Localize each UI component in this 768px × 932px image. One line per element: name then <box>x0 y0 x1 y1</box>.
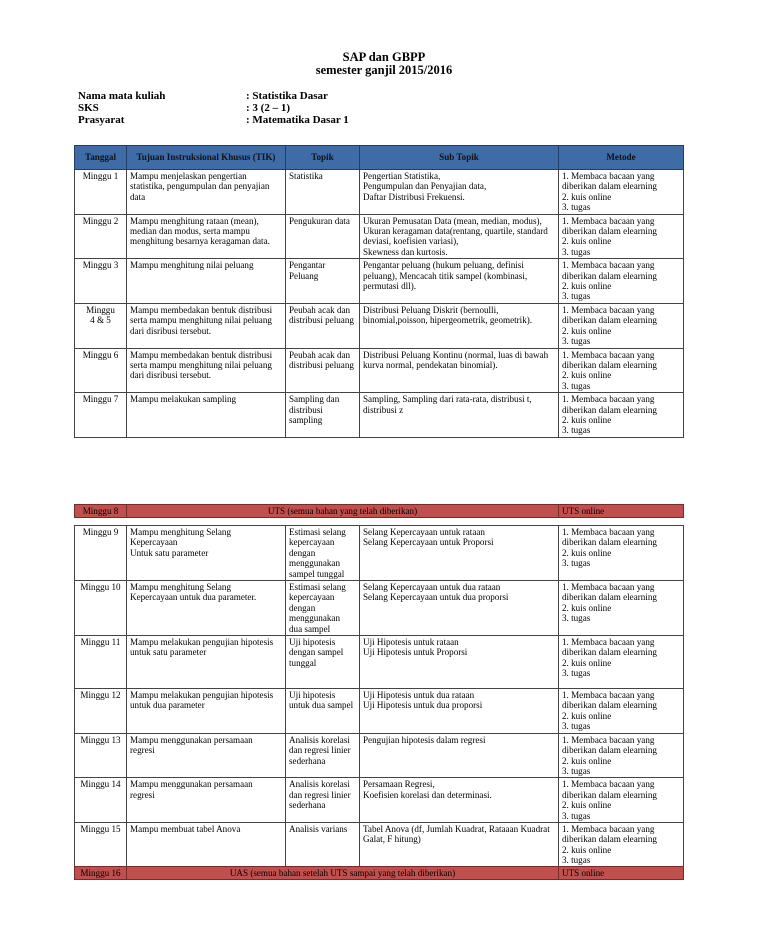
cell-line: dengan sampel <box>289 647 344 658</box>
cell-line: 3. tugas <box>562 246 591 257</box>
cell-line: Selang Kepercayaan untuk dua proporsi <box>363 592 509 603</box>
cell-line: 2. kuis online <box>562 844 612 855</box>
cell-line: 1. Membaca bacaan yang <box>562 690 655 701</box>
cell-line: 1. Membaca bacaan yang <box>562 260 655 271</box>
cell-line: 2. kuis online <box>562 370 612 381</box>
cell-tanggal <box>75 259 127 304</box>
cell-line: 3. tugas <box>562 202 591 213</box>
cell-line: permutasi dll). <box>363 281 417 292</box>
cell-line: 3. tugas <box>562 721 591 732</box>
cell-line: 2. kuis online <box>562 414 612 425</box>
cell-line: diberikan dalam elearning <box>562 270 657 281</box>
cell-line: diberikan dalam elearning <box>562 592 657 603</box>
cell-line: 1. Membaca bacaan yang <box>562 779 655 790</box>
cell-line: Mampu menggunakan persamaan <box>130 734 253 745</box>
cell-topik <box>286 259 360 304</box>
table-row <box>75 170 684 215</box>
cell-line: distribusi peluang <box>289 315 354 326</box>
cell-topik <box>286 733 360 778</box>
cell-metode <box>559 393 684 438</box>
cell-topik <box>286 689 360 734</box>
cell-line: dua sampel <box>289 623 331 634</box>
cell-topik <box>286 214 360 259</box>
uts-week: Minggu 8 <box>75 505 127 518</box>
cell-line: diberikan dalam elearning <box>562 315 657 326</box>
cell-line: 3. tugas <box>562 336 591 347</box>
cell-tanggal <box>75 733 127 778</box>
cell-subtopik <box>360 214 559 259</box>
cell-line: dan regresi linier <box>289 789 351 800</box>
cell-line: diberikan dalam elearning <box>562 834 657 845</box>
cell-subtopik <box>360 778 559 823</box>
cell-line: diberikan dalam elearning <box>562 226 657 237</box>
course-info <box>78 90 349 126</box>
cell-line: Uji hipotesis <box>289 637 336 648</box>
cell-line: Analisis varians <box>289 823 348 834</box>
table-row <box>75 822 684 867</box>
schedule-table-part1 <box>74 145 684 438</box>
cell-line: regresi <box>130 789 155 800</box>
cell-line: dari disribusi tersebut. <box>130 325 212 336</box>
uts-row <box>75 505 684 518</box>
cell-line: Minggu 14 <box>80 779 121 790</box>
cell-line: Minggu 2 <box>82 215 119 226</box>
cell-metode <box>559 778 684 823</box>
header-topik: Topik <box>286 146 360 170</box>
cell-line: sampling <box>289 414 323 425</box>
page-title: SAP dan GBPP <box>342 50 426 64</box>
cell-metode <box>559 581 684 636</box>
cell-line: dengan <box>289 602 316 613</box>
cell-line: distribusi peluang <box>289 359 354 370</box>
header-subtopik: Sub Topik <box>360 146 559 170</box>
cell-line: Uji Hipotesis untuk dua proporsi <box>363 700 483 711</box>
table-row <box>75 303 684 348</box>
cell-line: 1. Membaca bacaan yang <box>562 823 655 834</box>
cell-metode <box>559 526 684 581</box>
cell-tik <box>127 733 286 778</box>
cell-subtopik <box>360 733 559 778</box>
cell-line: Sampling dan <box>289 394 340 405</box>
cell-line: serta mampu menghitung nilai peluang <box>130 359 272 370</box>
cell-tanggal <box>75 689 127 734</box>
cell-line: 2. kuis online <box>562 191 612 202</box>
cell-topik <box>286 822 360 867</box>
cell-line: 3. tugas <box>562 425 591 436</box>
cell-tik <box>127 259 286 304</box>
cell-line: 3. tugas <box>562 558 591 569</box>
cell-line: Daftar Distribusi Frekuensi. <box>363 191 465 202</box>
course-info-row <box>78 90 349 102</box>
cell-line: Peubah acak dan <box>289 304 351 315</box>
cell-tik <box>127 214 286 259</box>
uts-description: UTS (semua bahan yang telah diberikan) <box>127 505 559 518</box>
cell-line: deviasi, koefisien variasi), <box>363 236 459 247</box>
cell-line: regresi <box>130 745 155 756</box>
cell-subtopik <box>360 822 559 867</box>
cell-line: Koefisien korelasi dan determinasi. <box>363 789 492 800</box>
cell-line: Mampu melakukan pengujian hipotesis <box>130 637 274 648</box>
cell-line: Ukuran Pemusatan Data (mean, median, modus), <box>363 215 542 226</box>
cell-subtopik <box>360 259 559 304</box>
uas-method: UTS online <box>559 867 684 880</box>
table-row <box>75 526 684 581</box>
cell-tik <box>127 689 286 734</box>
cell-subtopik <box>360 393 559 438</box>
cell-line: Minggu 1 <box>82 171 119 181</box>
cell-metode <box>559 259 684 304</box>
cell-line: 1. Membaca bacaan yang <box>562 171 655 181</box>
cell-line: Mampu menjelaskan pengertian <box>130 171 247 181</box>
cell-tik <box>127 778 286 823</box>
cell-line: 1. Membaca bacaan yang <box>562 734 655 745</box>
cell-line: Estimasi selang <box>289 527 346 537</box>
cell-line: 2. kuis online <box>562 800 612 811</box>
cell-topik <box>286 393 360 438</box>
course-info-row <box>78 102 349 114</box>
cell-line: 3. tugas <box>562 380 591 391</box>
cell-topik <box>286 636 360 689</box>
uas-row <box>75 867 684 880</box>
cell-line: 3. tugas <box>562 613 591 624</box>
cell-line: diberikan dalam elearning <box>562 359 657 370</box>
cell-line: Minggu 10 <box>80 582 121 593</box>
table-row <box>75 636 684 689</box>
cell-metode <box>559 214 684 259</box>
cell-line: 2. kuis online <box>562 710 612 721</box>
cell-line: Ukuran keragaman data(rentang, quartile, standard <box>363 226 548 237</box>
cell-subtopik <box>360 170 559 215</box>
cell-line: diberikan dalam elearning <box>562 647 657 658</box>
page-subtitle: semester ganjil 2015/2016 <box>315 63 453 77</box>
table-row <box>75 214 684 259</box>
cell-tanggal <box>75 348 127 393</box>
cell-line: Minggu 11 <box>80 637 121 648</box>
cell-line: peluang), Mencacah titik sampel (kombinasi, <box>363 270 528 281</box>
cell-tanggal <box>75 214 127 259</box>
cell-line: dan regresi linier <box>289 745 351 756</box>
cell-line: data <box>130 191 146 202</box>
cell-line: Minggu 3 <box>82 260 119 271</box>
cell-subtopik <box>360 348 559 393</box>
cell-metode <box>559 689 684 734</box>
cell-line: Analisis korelasi <box>289 779 350 790</box>
table-row <box>75 393 684 438</box>
cell-line: 1. Membaca bacaan yang <box>562 349 655 360</box>
cell-line: 3. tugas <box>562 765 591 776</box>
cell-tik <box>127 170 286 215</box>
cell-line: Pengujian hipotesis dalam regresi <box>363 734 486 745</box>
cell-tanggal <box>75 393 127 438</box>
cell-tanggal <box>75 778 127 823</box>
cell-line: diberikan dalam elearning <box>562 700 657 711</box>
cell-line: kepercayaan <box>289 537 335 548</box>
cell-tanggal <box>75 303 127 348</box>
cell-line: Pengantar peluang (hukum peluang, definisi <box>363 260 524 271</box>
cell-line: Selang Kepercayaan untuk rataan <box>363 527 485 537</box>
cell-subtopik <box>360 689 559 734</box>
cell-tanggal <box>75 581 127 636</box>
cell-subtopik <box>360 526 559 581</box>
cell-line: untuk dua sampel <box>289 700 354 711</box>
cell-metode <box>559 822 684 867</box>
cell-line: 2. kuis online <box>562 325 612 336</box>
cell-line: Mampu menggunakan persamaan <box>130 779 253 790</box>
table-header-row <box>75 146 684 170</box>
cell-metode <box>559 170 684 215</box>
cell-topik <box>286 170 360 215</box>
cell-line: diberikan dalam elearning <box>562 404 657 415</box>
cell-line: Mampu menghitung rataan (mean), <box>130 215 259 226</box>
uas-description: UAS (semua bahan setelah UTS sampai yang telah diberikan) <box>127 867 559 880</box>
cell-line: Statistika <box>289 171 323 181</box>
header-metode: Metode <box>559 146 684 170</box>
cell-topik <box>286 778 360 823</box>
cell-line: Minggu <box>86 304 115 315</box>
course-info-label: Nama mata kuliah <box>78 90 166 102</box>
cell-line: diberikan dalam elearning <box>562 181 657 192</box>
cell-topik <box>286 581 360 636</box>
cell-line: Minggu 9 <box>82 527 119 537</box>
table-row <box>75 689 684 734</box>
table-row <box>75 348 684 393</box>
cell-line: Minggu 12 <box>80 690 121 701</box>
table-row <box>75 778 684 823</box>
cell-line: menggunakan <box>289 558 341 569</box>
cell-line: 2. kuis online <box>562 602 612 613</box>
cell-line: 3. tugas <box>562 810 591 821</box>
cell-tanggal <box>75 636 127 689</box>
cell-line: menggunakan <box>289 613 341 624</box>
table-row <box>75 259 684 304</box>
cell-line: Distribusi Peluang Diskrit (bernoulli, <box>363 304 499 315</box>
cell-line: Selang Kepercayaan untuk Proporsi <box>363 537 494 548</box>
table-row <box>75 581 684 636</box>
cell-line: 2. kuis online <box>562 755 612 766</box>
cell-line: 1. Membaca bacaan yang <box>562 527 655 537</box>
table-row <box>75 733 684 778</box>
uts-table <box>74 504 684 518</box>
course-info-value: : 3 (2 – 1) <box>246 102 290 114</box>
header-tik: Tujuan Instruksional Khusus (TIK) <box>127 146 286 170</box>
cell-line: diberikan dalam elearning <box>562 537 657 548</box>
cell-line: Mampu menghitung Selang <box>130 527 232 537</box>
cell-line: 1. Membaca bacaan yang <box>562 637 655 648</box>
cell-line: 1. Membaca bacaan yang <box>562 304 655 315</box>
cell-line: Mampu membuat tabel Anova <box>130 823 241 834</box>
cell-line: Galat, F hitung) <box>363 834 421 845</box>
cell-line: Skewness dan kurtosis. <box>363 246 448 257</box>
cell-line: Mampu melakukan pengujian hipotesis <box>130 690 274 701</box>
cell-line: 2. kuis online <box>562 547 612 558</box>
cell-tik <box>127 636 286 689</box>
cell-line: statistika, pengumpulan dan penyajian <box>130 181 270 192</box>
cell-line: Analisis korelasi <box>289 734 350 745</box>
cell-line: tunggal <box>289 657 317 668</box>
cell-line: Uji Hipotesis untuk Proporsi <box>363 647 468 658</box>
cell-line: 3. tugas <box>562 291 591 302</box>
cell-line: Kepercayaan <box>130 537 178 548</box>
cell-line: Mampu membedakan bentuk distribusi <box>130 304 273 315</box>
cell-line: binomial,poisson, hipergeometrik, geometrik). <box>363 315 533 326</box>
cell-line: Peluang <box>289 270 319 281</box>
cell-line: Uji hipotesis <box>289 690 336 701</box>
cell-line: 2. kuis online <box>562 657 612 668</box>
cell-line: Peubah acak dan <box>289 349 351 360</box>
cell-line: 1. Membaca bacaan yang <box>562 582 655 593</box>
cell-metode <box>559 636 684 689</box>
cell-line: Tabel Anova (df, Jumlah Kuadrat, Rataaan Kuadrat <box>363 823 550 834</box>
cell-line: distribusi <box>289 404 323 415</box>
cell-line: 2. kuis online <box>562 281 612 292</box>
cell-line: Sampling, Sampling dari rata-rata, distribusi t, <box>363 394 532 405</box>
cell-topik <box>286 526 360 581</box>
cell-line: sederhana <box>289 755 326 766</box>
cell-line: Untuk satu parameter <box>130 547 209 558</box>
cell-line: 3. tugas <box>562 855 591 866</box>
cell-metode <box>559 733 684 778</box>
cell-line: sampel tunggal <box>289 568 345 579</box>
cell-line: 1. Membaca bacaan yang <box>562 394 655 405</box>
cell-tik <box>127 822 286 867</box>
cell-subtopik <box>360 636 559 689</box>
cell-tik <box>127 581 286 636</box>
cell-tik <box>127 348 286 393</box>
cell-line: untuk dua parameter <box>130 700 205 711</box>
cell-line: 4 & 5 <box>90 315 111 326</box>
cell-line: untuk satu parameter <box>130 647 207 658</box>
cell-line: Minggu 7 <box>82 394 119 405</box>
cell-line: diberikan dalam elearning <box>562 745 657 756</box>
cell-line: dari disribusi tersebut. <box>130 370 212 381</box>
cell-line: Minggu 15 <box>80 823 121 834</box>
cell-line: Persamaan Regresi, <box>363 779 435 790</box>
cell-tik <box>127 526 286 581</box>
cell-line: serta mampu menghitung nilai peluang <box>130 315 272 326</box>
cell-line: Mampu melakukan sampling <box>130 394 237 405</box>
cell-line: 3. tugas <box>562 668 591 679</box>
cell-line: Mampu menghitung Selang <box>130 582 232 593</box>
course-info-value: : Statistika Dasar <box>246 90 328 102</box>
cell-metode <box>559 348 684 393</box>
cell-line: 2. kuis online <box>562 236 612 247</box>
cell-line: diberikan dalam elearning <box>562 789 657 800</box>
cell-subtopik <box>360 581 559 636</box>
cell-tanggal <box>75 526 127 581</box>
course-info-row <box>78 114 349 126</box>
course-info-value: : Matematika Dasar 1 <box>246 114 349 126</box>
cell-line: Uji Hipotesis untuk dua rataan <box>363 690 475 701</box>
cell-line: menghitung besarnya keragaman data. <box>130 236 270 247</box>
cell-tik <box>127 303 286 348</box>
cell-line: kurva normal, pendekatan binomial). <box>363 359 498 370</box>
course-info-label: SKS <box>78 102 99 114</box>
cell-topik <box>286 348 360 393</box>
cell-topik <box>286 303 360 348</box>
cell-subtopik <box>360 303 559 348</box>
uas-week: Minggu 16 <box>75 867 127 880</box>
cell-line: kepercayaan <box>289 592 335 603</box>
cell-line: Minggu 6 <box>82 349 119 360</box>
cell-line: Minggu 13 <box>80 734 121 745</box>
cell-line: Pengertian Statistika, <box>363 171 441 181</box>
cell-line: Mampu membedakan bentuk distribusi <box>130 349 273 360</box>
cell-line: Uji Hipotesis untuk rataan <box>363 637 459 648</box>
cell-line: Pengukuran data <box>289 215 350 226</box>
cell-tanggal <box>75 170 127 215</box>
cell-line: 1. Membaca bacaan yang <box>562 215 655 226</box>
cell-line: Pengantar <box>289 260 326 271</box>
uas-table <box>74 866 684 880</box>
uts-method: UTS online <box>559 505 684 518</box>
header-tanggal: Tanggal <box>75 146 127 170</box>
cell-line: median dan modus, serta mampu <box>130 226 250 237</box>
cell-metode <box>559 303 684 348</box>
cell-line: Distribusi Peluang Kontinu (normal, luas di bawah <box>363 349 549 360</box>
schedule-table-part2 <box>74 525 684 868</box>
cell-line: dengan <box>289 547 316 558</box>
cell-line: Estimasi selang <box>289 582 346 593</box>
cell-tik <box>127 393 286 438</box>
course-info-label: Prasyarat <box>78 114 125 126</box>
cell-line: Pengumpulan dan Penyajian data, <box>363 181 487 192</box>
cell-line: Kepercayaan untuk dua parameter. <box>130 592 257 603</box>
cell-tanggal <box>75 822 127 867</box>
cell-line: sederhana <box>289 800 326 811</box>
cell-line: Mampu menghitung nilai peluang <box>130 260 254 271</box>
cell-line: Selang Kepercayaan untuk dua rataan <box>363 582 501 593</box>
cell-line: distribusi z <box>363 404 404 415</box>
